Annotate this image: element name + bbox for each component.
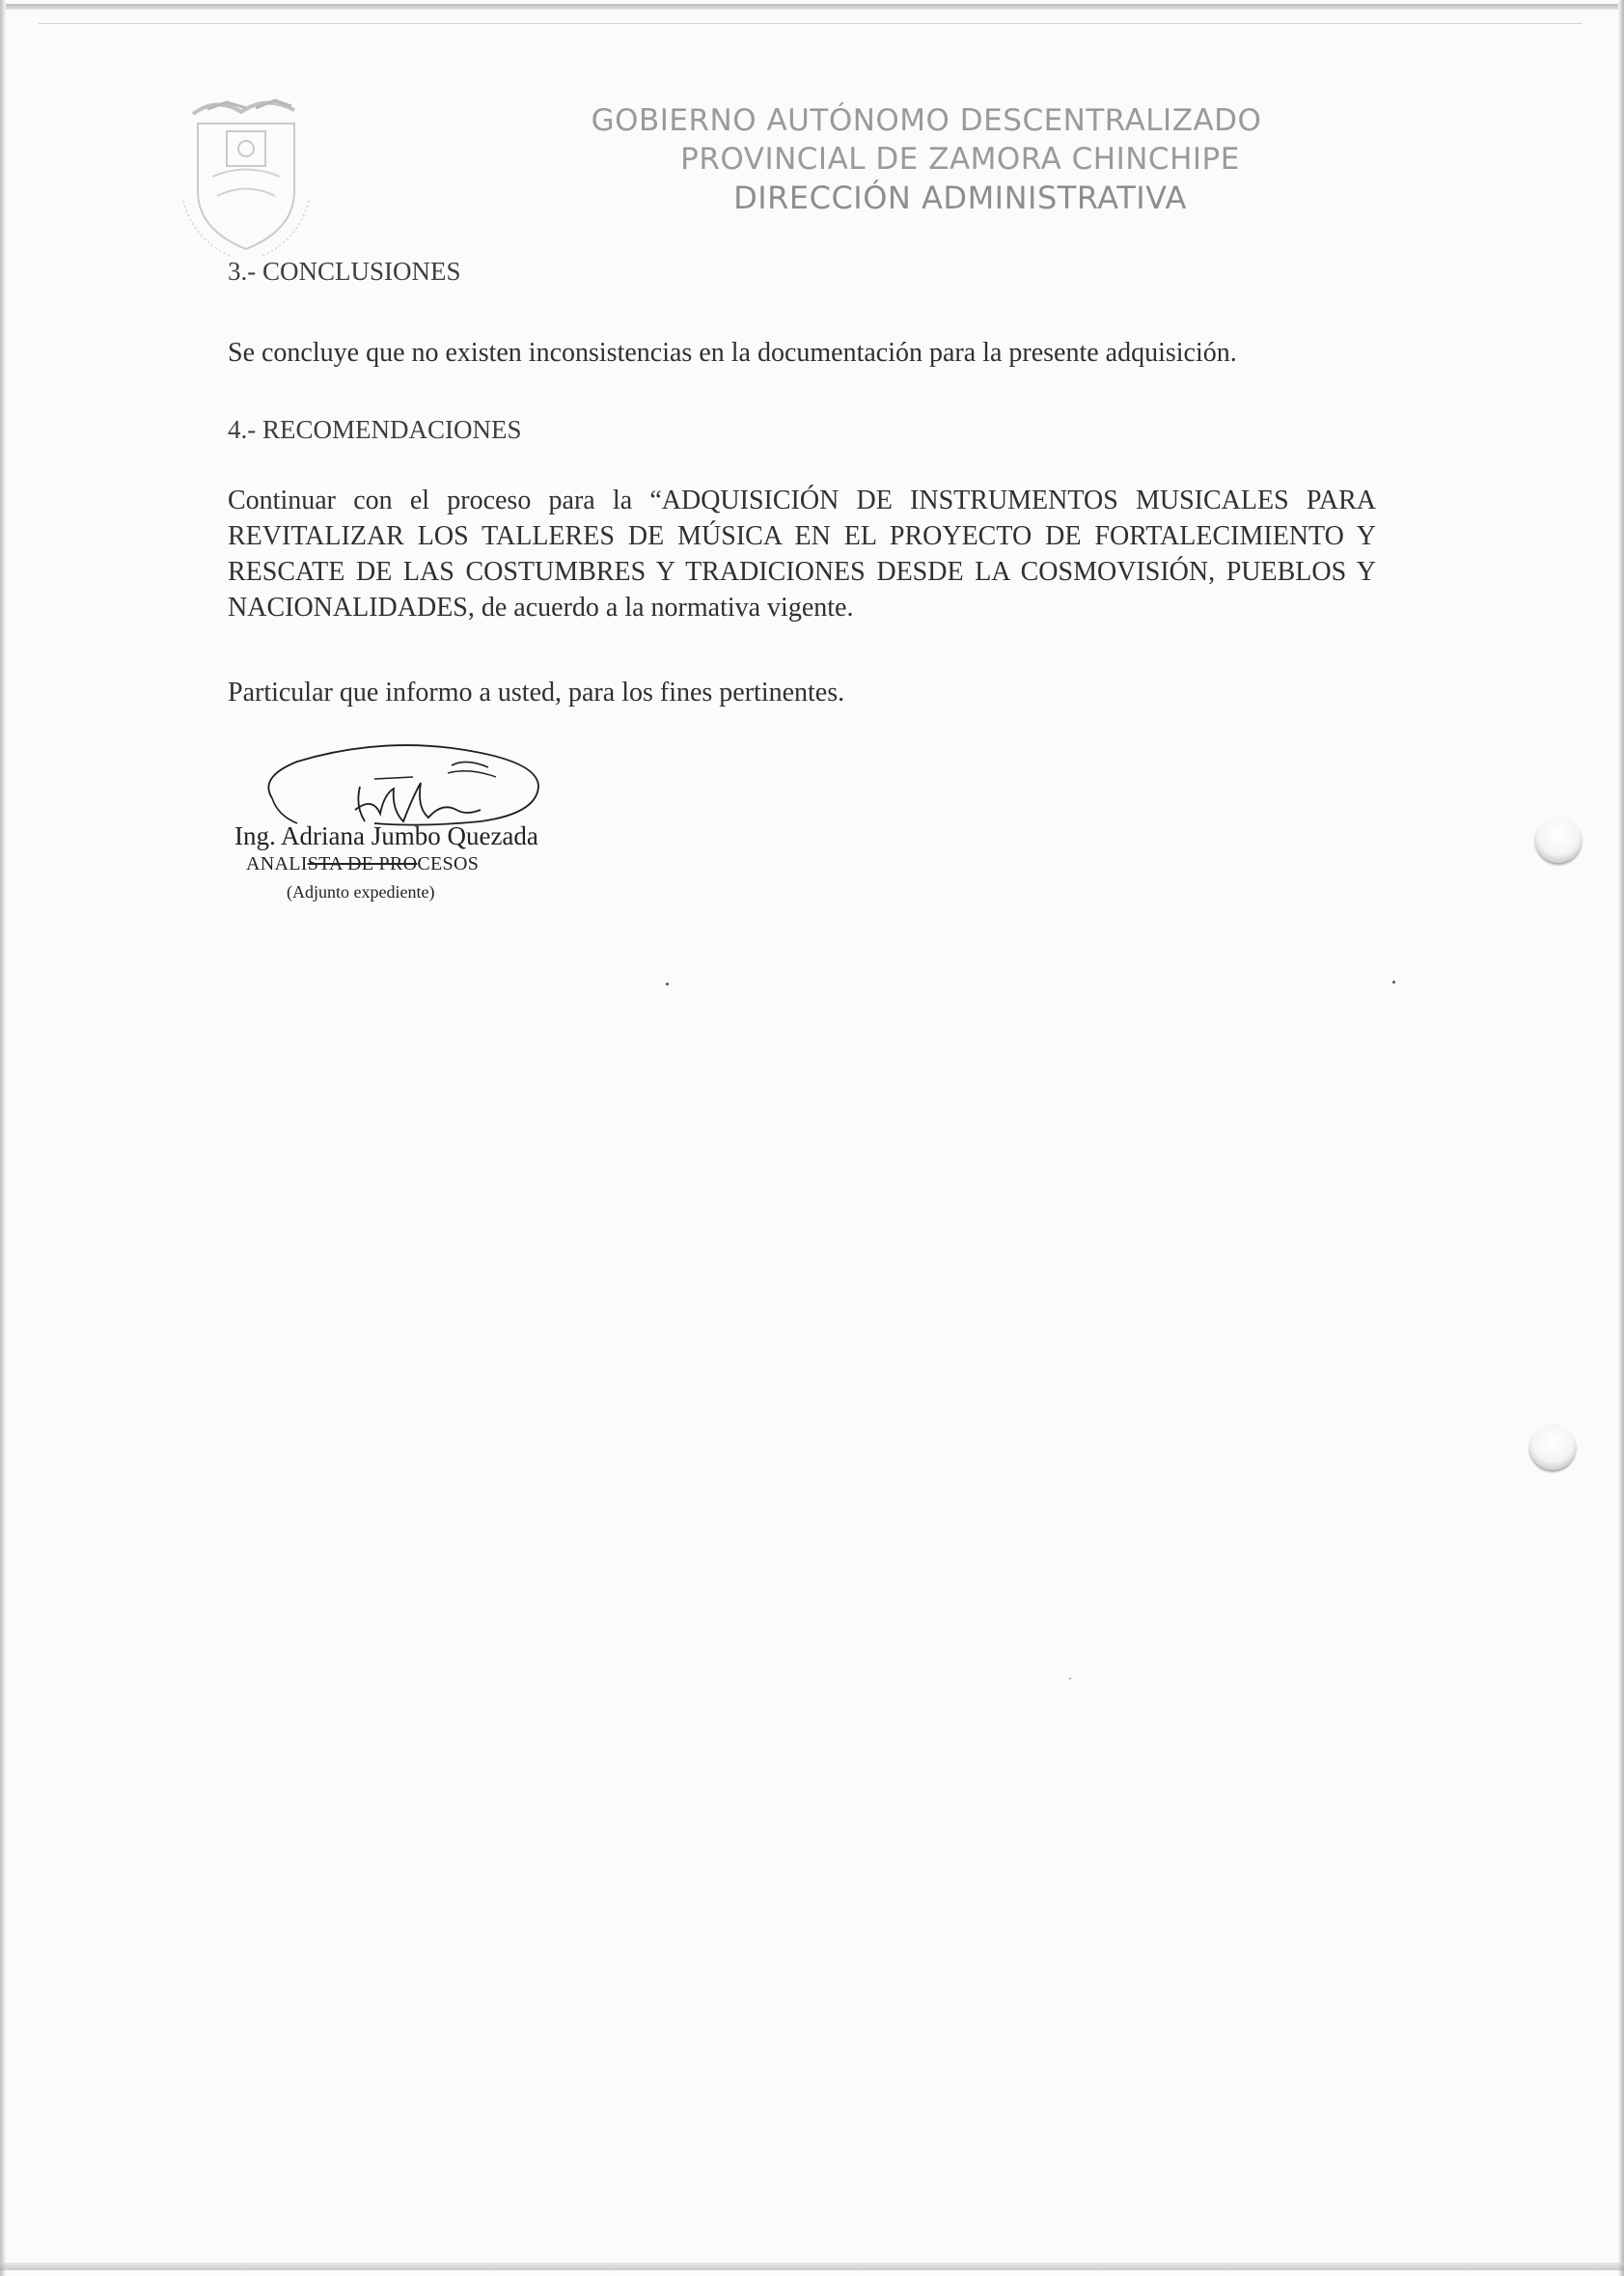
provincial-shield-logo-icon	[174, 85, 318, 268]
handwritten-signature	[259, 738, 548, 835]
signatory-title	[246, 853, 479, 875]
scan-speck	[666, 983, 669, 985]
header-department-line: DIRECCIÓN ADMINISTRATIVA	[733, 180, 1187, 216]
binder-hole	[1529, 1424, 1576, 1470]
scan-bottom-border	[0, 2262, 1624, 2270]
conclusions-text: Se concluye que no existen inconsistencias en la documentación para la presente adquisición.	[228, 338, 1237, 368]
recommendations-text: Continuar con el proceso para la “ADQUISICIÓN DE INSTRUMENTOS MUSICALES PARA REVITALIZAR LOS TALLERES DE MÚSICA EN EL PROYECTO DE FORTALECIMIENTO Y RESCATE DE LAS COSTUMBRES Y TRADICIONES DESDE LA COSMOVISIÓN, PUEBLOS Y NACIONALIDADES, de acuerdo a la normativa vigente.	[228, 486, 1376, 623]
institution-header	[540, 101, 1409, 217]
recommendations-heading: 4.- RECOMENDACIONES	[228, 415, 522, 444]
header-province-line: PROVINCIAL DE ZAMORA CHINCHIPE	[680, 142, 1240, 177]
signatory-name: Ing. Adriana Jumbo Quezada	[234, 821, 538, 850]
scan-top-rule	[39, 23, 1583, 24]
scan-speck	[1069, 1678, 1071, 1679]
scan-top-border	[0, 4, 1624, 10]
scan-right-edge	[1618, 0, 1624, 2276]
attachment-note: (Adjunto expediente)	[287, 882, 435, 902]
header-institution-line: GOBIERNO AUTÓNOMO DESCENTRALIZADO	[591, 103, 1262, 138]
binder-hole	[1535, 817, 1582, 863]
conclusions-heading: 3.- CONCLUSIONES	[228, 257, 461, 286]
scan-speck	[1392, 981, 1395, 984]
scan-left-edge	[0, 0, 6, 2276]
closing-text: Particular que informo a usted, para los fines pertinentes.	[228, 678, 845, 708]
signatory-title-struck: STA DE PRO	[307, 853, 418, 874]
signatory-title-prefix: ANALI	[246, 853, 308, 874]
signatory-title-suffix: CESOS	[417, 853, 480, 874]
